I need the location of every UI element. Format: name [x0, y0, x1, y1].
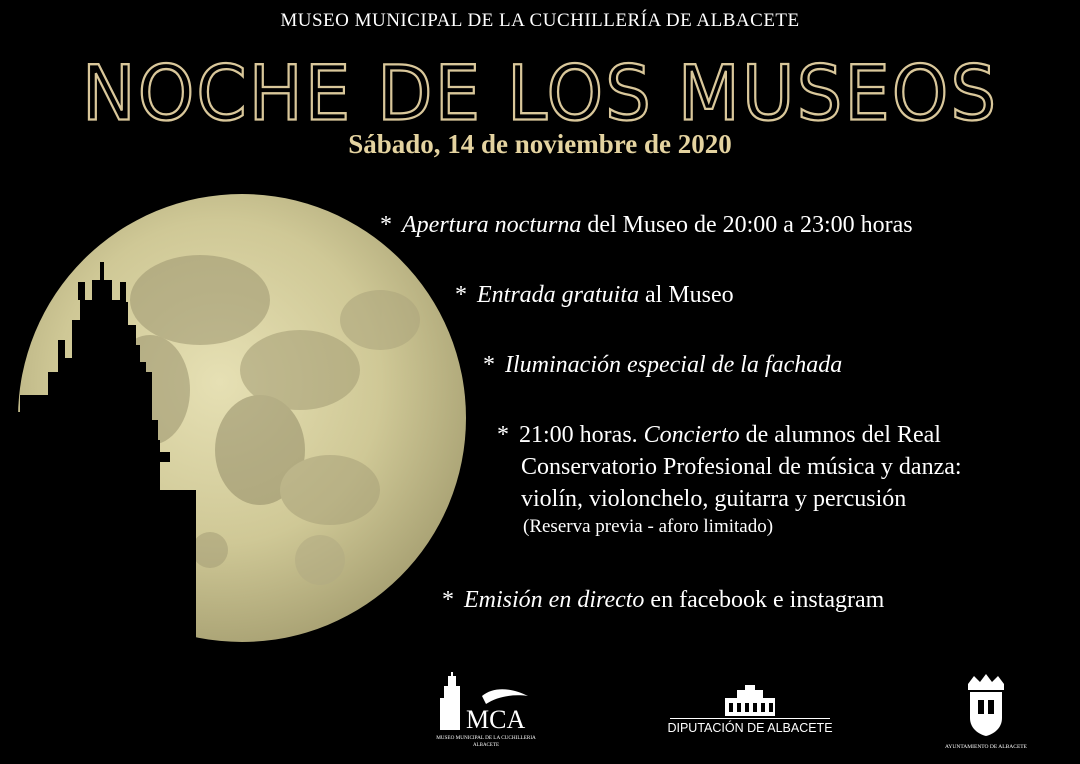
item-text: al Museo [639, 282, 734, 308]
mca-logo [432, 668, 542, 752]
item-text: del Museo de 20:00 a 23:00 horas [581, 212, 913, 238]
list-item [497, 419, 962, 515]
list-item [455, 279, 734, 311]
event-title [0, 46, 1080, 130]
mca-short: MCA [466, 705, 526, 734]
bullet-star: * [455, 282, 467, 308]
bullet-star: * [497, 422, 509, 448]
item-text-line2: Conservatorio Profesional de música y danza: [521, 454, 962, 480]
diputacion-name: DIPUTACIÓN DE ALBACETE [667, 721, 833, 735]
list-item [442, 584, 884, 616]
item-emphasis: Concierto [643, 422, 740, 448]
diputacion-logo [665, 684, 835, 740]
event-title-text: NOCHE DE LOS MUSEOS [81, 49, 999, 130]
bullet-star: * [442, 587, 454, 613]
list-item [483, 349, 842, 381]
item-emphasis: Emisión en directo [464, 587, 645, 613]
list-item [380, 209, 913, 241]
item-emphasis: Iluminación especial de la fachada [505, 352, 843, 378]
bullet-star: * [483, 352, 495, 378]
item-text: 21:00 horas. [519, 422, 644, 448]
item-text-line3: violín, violonchelo, guitarra y percusión [521, 486, 907, 512]
item-emphasis: Entrada gratuita [477, 282, 640, 308]
ayuntamiento-name: AYUNTAMIENTO DE ALBACETE [944, 744, 1028, 750]
museum-name: MUSEO MUNICIPAL DE LA CUCHILLERÍA DE ALBACETE [280, 10, 800, 31]
item-note: (Reserva previa - aforo limitado) [523, 516, 774, 537]
item-text: de alumnos del Real [739, 422, 941, 448]
item-emphasis: Apertura nocturna [402, 212, 582, 238]
event-date: Sábado, 14 de noviembre de 2020 [348, 129, 732, 159]
ayuntamiento-logo [938, 670, 1034, 754]
mca-line1: MUSEO MUNICIPAL DE LA CUCHILLERIA [436, 735, 536, 741]
mca-line2: ALBACETE [472, 743, 500, 748]
bullet-star: * [380, 212, 392, 238]
item-text: en facebook e instagram [644, 587, 885, 613]
moon-tower-illustration [0, 190, 480, 650]
